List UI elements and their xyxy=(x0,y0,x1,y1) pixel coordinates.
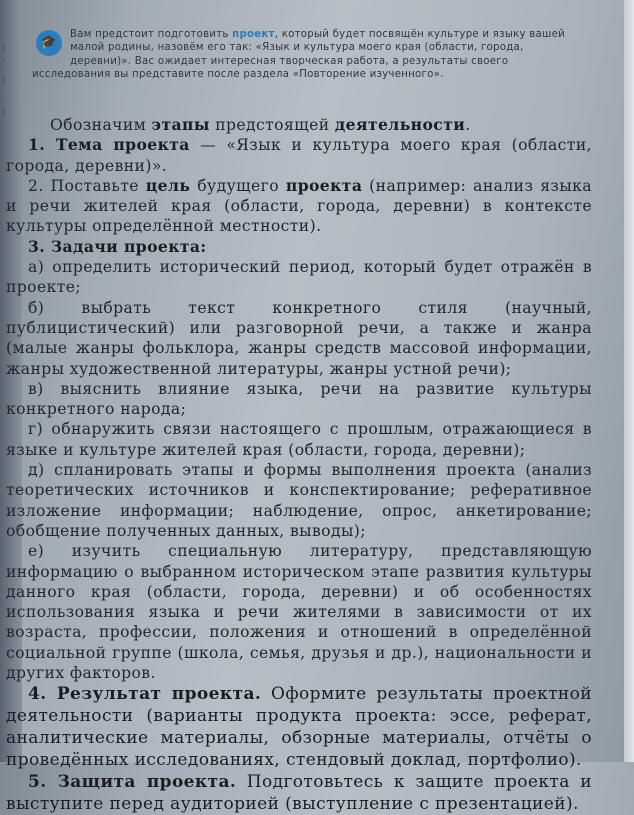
intro-highlight-project: проект xyxy=(232,29,275,40)
item-1: 1. Тема проекта — «Язык и культура моего края (области, города, деревни)». xyxy=(6,135,592,175)
task-d: г) обнаружить связи настоящего с прошлым, отражающиеся в языке и культуре жителей края (области, города, деревни); xyxy=(6,420,592,459)
stages-heading: Обозначим этапы предстоящей деятельности. xyxy=(50,115,471,134)
intro-text-2: , который будет посвящён культуре и языку вашей малой родины, назовём его так: «Язык и культура моего края (области, города, деревни)». Вас ожидает интересная творческая работа, а результаты своего исследования вы представите после раздела «Повторение изученного». xyxy=(32,29,566,81)
task-a: а) определить исторический период, который будет отражён в проекте; xyxy=(6,258,592,297)
item-3: 3. Задачи проекта: xyxy=(28,236,207,256)
task-f: е) изучить специальную литературу, представляющую информацию о выбранном историческом этапе развития культуры данного края (области, города, деревни) и об особенностях использования языка и речи жителями в зависимости от их возраста, профессии, положения и отношений в определённой социальной группе (школа, семья, друзья и др.), национальности и других факторов. xyxy=(6,542,592,683)
task-e: д) спланировать этапы и формы выполнения проекта (анализ теоретических источников и конспектирование; реферативное изложение информации; наблюдение, опрос, анкетирование; обобщение полученных данных, выводы); xyxy=(6,461,592,540)
task-c: в) выяснить влияние языка, речи на развитие культуры конкретного народа; xyxy=(6,379,592,419)
item-4: 4. Результат проекта. Оформите результаты проектной деятельности (варианты продукта проекта: эссе, реферат, аналитические материалы, обзорные материалы, отчёты о проведённых исследованиях, стендовый доклад, портфолио). xyxy=(6,684,592,771)
item-2: 2. Поставьте цель будущего проекта (например: анализ языка и речи жителей края (области, города, деревни) в контексте культуры определённой местности). xyxy=(6,175,592,236)
graduation-cap-icon: 🎓 xyxy=(36,30,62,56)
task-b: б) выбрать текст конкретного стиля (научный, публицистический) или разговорной речи, а также и жанра (малые жанры фольклора, жанры средств массовой информации, жанры художественной литературы, жанры устной речи); xyxy=(6,298,592,378)
margin-marks: | ˇ | · | xyxy=(2,43,6,116)
intro-text-1: Вам предстоит подготовить xyxy=(70,29,233,40)
intro-block xyxy=(32,28,572,82)
book-spine xyxy=(624,0,634,762)
item-5: 5. Защита проекта. Подготовьтесь к защите проекта и выступите перед аудиторией (выступление с презентацией). xyxy=(6,772,592,815)
main-text xyxy=(6,115,592,815)
